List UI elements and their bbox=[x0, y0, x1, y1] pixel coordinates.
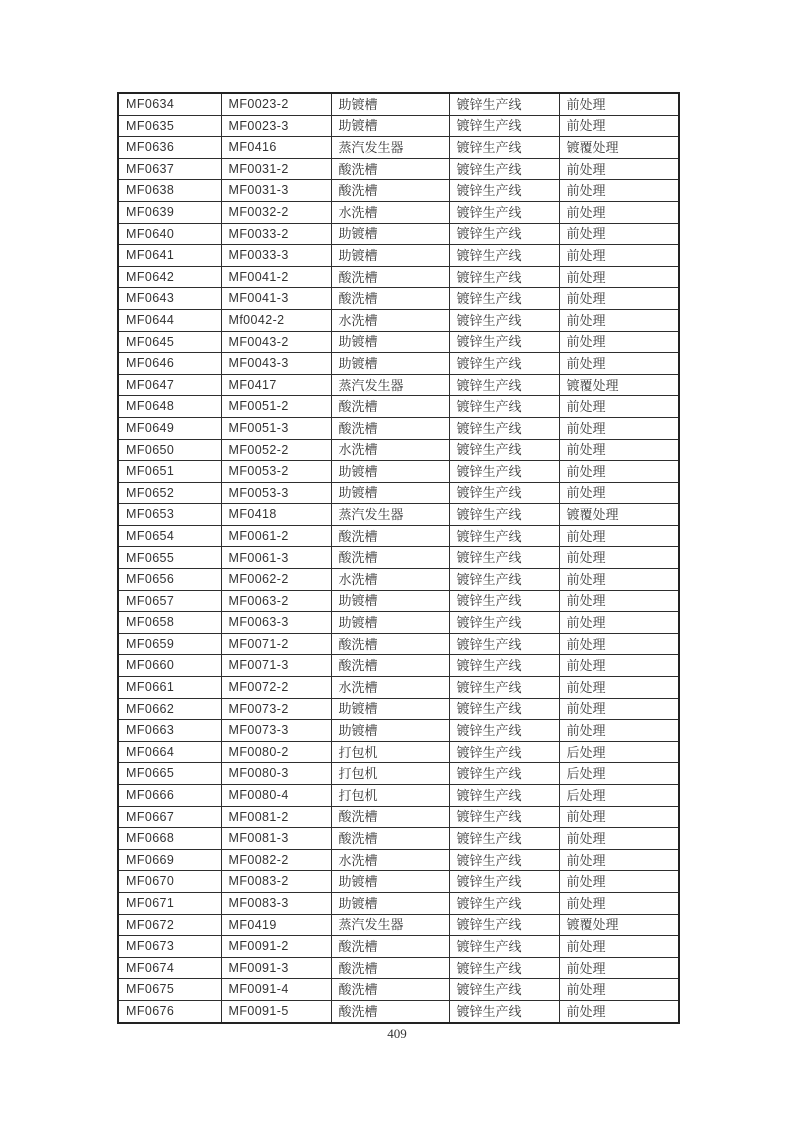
table-cell-process-stage: 前处理 bbox=[559, 633, 679, 655]
table-cell-production-line: 镀锌生产线 bbox=[449, 439, 559, 461]
table-row bbox=[118, 245, 679, 267]
table-cell-production-line: 镀锌生产线 bbox=[449, 417, 559, 439]
table-row bbox=[118, 720, 679, 742]
table-cell-process-stage: 前处理 bbox=[559, 547, 679, 569]
table-row bbox=[118, 698, 679, 720]
table-cell-process-stage: 前处理 bbox=[559, 849, 679, 871]
table-cell-equipment-id: MF0666 bbox=[118, 785, 221, 807]
table-cell-production-line: 镀锌生产线 bbox=[449, 93, 559, 115]
table-cell-process-stage: 前处理 bbox=[559, 201, 679, 223]
table-cell-process-stage: 前处理 bbox=[559, 439, 679, 461]
table-cell-equipment-id: MF0643 bbox=[118, 288, 221, 310]
table-cell-device-code: MF0073-2 bbox=[221, 698, 331, 720]
table-cell-production-line: 镀锌生产线 bbox=[449, 547, 559, 569]
table-cell-device-name: 酸洗槽 bbox=[331, 525, 449, 547]
table-cell-device-code: MF0023-3 bbox=[221, 115, 331, 137]
table-row bbox=[118, 137, 679, 159]
table-cell-device-name: 打包机 bbox=[331, 763, 449, 785]
table-cell-device-code: MF0082-2 bbox=[221, 849, 331, 871]
table-cell-production-line: 镀锌生产线 bbox=[449, 223, 559, 245]
table-cell-process-stage: 前处理 bbox=[559, 115, 679, 137]
table-cell-production-line: 镀锌生产线 bbox=[449, 741, 559, 763]
table-row bbox=[118, 590, 679, 612]
table-cell-device-name: 水洗槽 bbox=[331, 677, 449, 699]
table-cell-process-stage: 前处理 bbox=[559, 871, 679, 893]
table-row bbox=[118, 547, 679, 569]
table-cell-equipment-id: MF0644 bbox=[118, 309, 221, 331]
table-cell-device-code: MF0062-2 bbox=[221, 569, 331, 591]
table-cell-device-code: MF0032-2 bbox=[221, 201, 331, 223]
table-cell-device-code: MF0053-2 bbox=[221, 461, 331, 483]
table-cell-device-code: MF0091-4 bbox=[221, 979, 331, 1001]
table-cell-production-line: 镀锌生产线 bbox=[449, 396, 559, 418]
table-cell-equipment-id: MF0651 bbox=[118, 461, 221, 483]
table-cell-equipment-id: MF0673 bbox=[118, 936, 221, 958]
table-cell-equipment-id: MF0659 bbox=[118, 633, 221, 655]
table-cell-device-name: 助镀槽 bbox=[331, 482, 449, 504]
table-cell-device-code: MF0080-4 bbox=[221, 785, 331, 807]
table-cell-production-line: 镀锌生产线 bbox=[449, 914, 559, 936]
table-cell-equipment-id: MF0635 bbox=[118, 115, 221, 137]
table-row bbox=[118, 396, 679, 418]
table-cell-device-name: 水洗槽 bbox=[331, 849, 449, 871]
table-cell-device-code: MF0041-2 bbox=[221, 266, 331, 288]
table-cell-process-stage: 前处理 bbox=[559, 482, 679, 504]
table-cell-equipment-id: MF0676 bbox=[118, 1000, 221, 1022]
table-cell-device-name: 蒸汽发生器 bbox=[331, 137, 449, 159]
table-cell-device-name: 助镀槽 bbox=[331, 590, 449, 612]
table-cell-device-name: 酸洗槽 bbox=[331, 158, 449, 180]
equipment-table-body bbox=[118, 93, 679, 1023]
table-cell-device-code: Mf0042-2 bbox=[221, 309, 331, 331]
table-cell-production-line: 镀锌生产线 bbox=[449, 504, 559, 526]
table-cell-process-stage: 前处理 bbox=[559, 828, 679, 850]
table-cell-equipment-id: MF0655 bbox=[118, 547, 221, 569]
table-cell-device-name: 酸洗槽 bbox=[331, 806, 449, 828]
table-cell-device-name: 酸洗槽 bbox=[331, 828, 449, 850]
table-cell-device-code: MF0072-2 bbox=[221, 677, 331, 699]
table-cell-process-stage: 前处理 bbox=[559, 93, 679, 115]
table-cell-process-stage: 前处理 bbox=[559, 612, 679, 634]
table-cell-production-line: 镀锌生产线 bbox=[449, 569, 559, 591]
table-cell-device-name: 酸洗槽 bbox=[331, 979, 449, 1001]
table-cell-equipment-id: MF0634 bbox=[118, 93, 221, 115]
table-cell-device-code: MF0091-5 bbox=[221, 1000, 331, 1022]
table-row bbox=[118, 655, 679, 677]
table-cell-device-name: 酸洗槽 bbox=[331, 547, 449, 569]
table-cell-equipment-id: MF0639 bbox=[118, 201, 221, 223]
table-cell-production-line: 镀锌生产线 bbox=[449, 461, 559, 483]
table-row bbox=[118, 612, 679, 634]
table-cell-production-line: 镀锌生产线 bbox=[449, 612, 559, 634]
table-cell-production-line: 镀锌生产线 bbox=[449, 936, 559, 958]
table-cell-device-name: 助镀槽 bbox=[331, 353, 449, 375]
table-cell-device-code: MF0023-2 bbox=[221, 93, 331, 115]
table-cell-production-line: 镀锌生产线 bbox=[449, 828, 559, 850]
table-cell-process-stage: 前处理 bbox=[559, 698, 679, 720]
table-cell-device-code: MF0081-3 bbox=[221, 828, 331, 850]
table-cell-device-code: MF0416 bbox=[221, 137, 331, 159]
table-cell-equipment-id: MF0654 bbox=[118, 525, 221, 547]
table-cell-process-stage: 后处理 bbox=[559, 785, 679, 807]
table-cell-device-name: 水洗槽 bbox=[331, 201, 449, 223]
table-cell-production-line: 镀锌生产线 bbox=[449, 137, 559, 159]
table-cell-production-line: 镀锌生产线 bbox=[449, 590, 559, 612]
table-cell-device-name: 助镀槽 bbox=[331, 331, 449, 353]
table-cell-device-name: 水洗槽 bbox=[331, 439, 449, 461]
table-row bbox=[118, 223, 679, 245]
table-cell-device-name: 助镀槽 bbox=[331, 115, 449, 137]
table-cell-equipment-id: MF0662 bbox=[118, 698, 221, 720]
table-cell-production-line: 镀锌生产线 bbox=[449, 655, 559, 677]
table-cell-equipment-id: MF0674 bbox=[118, 957, 221, 979]
table-cell-equipment-id: MF0664 bbox=[118, 741, 221, 763]
table-cell-equipment-id: MF0675 bbox=[118, 979, 221, 1001]
table-cell-device-name: 酸洗槽 bbox=[331, 633, 449, 655]
table-row bbox=[118, 461, 679, 483]
table-cell-device-code: MF0031-2 bbox=[221, 158, 331, 180]
table-cell-equipment-id: MF0672 bbox=[118, 914, 221, 936]
table-cell-equipment-id: MF0648 bbox=[118, 396, 221, 418]
table-cell-device-name: 助镀槽 bbox=[331, 93, 449, 115]
table-cell-production-line: 镀锌生产线 bbox=[449, 849, 559, 871]
table-row bbox=[118, 569, 679, 591]
table-cell-process-stage: 前处理 bbox=[559, 655, 679, 677]
table-cell-device-name: 助镀槽 bbox=[331, 892, 449, 914]
table-cell-production-line: 镀锌生产线 bbox=[449, 288, 559, 310]
table-row bbox=[118, 115, 679, 137]
table-cell-process-stage: 镀覆处理 bbox=[559, 137, 679, 159]
table-cell-device-name: 酸洗槽 bbox=[331, 180, 449, 202]
table-cell-device-name: 酸洗槽 bbox=[331, 655, 449, 677]
table-cell-equipment-id: MF0670 bbox=[118, 871, 221, 893]
table-cell-equipment-id: MF0647 bbox=[118, 374, 221, 396]
table-cell-production-line: 镀锌生产线 bbox=[449, 957, 559, 979]
table-cell-equipment-id: MF0641 bbox=[118, 245, 221, 267]
table-cell-production-line: 镀锌生产线 bbox=[449, 892, 559, 914]
table-cell-process-stage: 前处理 bbox=[559, 590, 679, 612]
table-row bbox=[118, 482, 679, 504]
table-cell-equipment-id: MF0661 bbox=[118, 677, 221, 699]
table-cell-device-code: MF0033-2 bbox=[221, 223, 331, 245]
table-cell-device-name: 蒸汽发生器 bbox=[331, 374, 449, 396]
table-row bbox=[118, 741, 679, 763]
table-cell-device-code: MF0053-3 bbox=[221, 482, 331, 504]
table-cell-device-name: 酸洗槽 bbox=[331, 417, 449, 439]
table-row bbox=[118, 288, 679, 310]
table-cell-equipment-id: MF0671 bbox=[118, 892, 221, 914]
table-cell-production-line: 镀锌生产线 bbox=[449, 720, 559, 742]
table-cell-device-name: 酸洗槽 bbox=[331, 936, 449, 958]
table-row bbox=[118, 439, 679, 461]
table-cell-device-code: MF0071-3 bbox=[221, 655, 331, 677]
table-cell-production-line: 镀锌生产线 bbox=[449, 1000, 559, 1022]
table-cell-device-code: MF0080-3 bbox=[221, 763, 331, 785]
table-cell-process-stage: 前处理 bbox=[559, 936, 679, 958]
table-cell-process-stage: 镀覆处理 bbox=[559, 914, 679, 936]
table-cell-process-stage: 前处理 bbox=[559, 892, 679, 914]
equipment-table bbox=[117, 92, 680, 1024]
table-cell-equipment-id: MF0653 bbox=[118, 504, 221, 526]
table-cell-process-stage: 前处理 bbox=[559, 288, 679, 310]
table-cell-production-line: 镀锌生产线 bbox=[449, 158, 559, 180]
table-cell-equipment-id: MF0638 bbox=[118, 180, 221, 202]
table-cell-equipment-id: MF0637 bbox=[118, 158, 221, 180]
table-row bbox=[118, 871, 679, 893]
table-cell-process-stage: 后处理 bbox=[559, 763, 679, 785]
table-cell-device-code: MF0091-2 bbox=[221, 936, 331, 958]
table-cell-production-line: 镀锌生产线 bbox=[449, 871, 559, 893]
table-cell-equipment-id: MF0652 bbox=[118, 482, 221, 504]
table-cell-device-name: 助镀槽 bbox=[331, 461, 449, 483]
table-cell-production-line: 镀锌生产线 bbox=[449, 115, 559, 137]
table-cell-equipment-id: MF0663 bbox=[118, 720, 221, 742]
table-cell-device-name: 酸洗槽 bbox=[331, 957, 449, 979]
table-row bbox=[118, 158, 679, 180]
table-cell-process-stage: 前处理 bbox=[559, 223, 679, 245]
table-cell-device-code: MF0083-2 bbox=[221, 871, 331, 893]
table-cell-process-stage: 后处理 bbox=[559, 741, 679, 763]
table-cell-process-stage: 前处理 bbox=[559, 158, 679, 180]
table-cell-device-code: MF0033-3 bbox=[221, 245, 331, 267]
table-cell-device-code: MF0052-2 bbox=[221, 439, 331, 461]
table-cell-production-line: 镀锌生产线 bbox=[449, 180, 559, 202]
table-cell-equipment-id: MF0660 bbox=[118, 655, 221, 677]
table-cell-production-line: 镀锌生产线 bbox=[449, 806, 559, 828]
table-row bbox=[118, 417, 679, 439]
table-cell-device-code: MF0080-2 bbox=[221, 741, 331, 763]
table-cell-device-code: MF0063-2 bbox=[221, 590, 331, 612]
table-cell-equipment-id: MF0669 bbox=[118, 849, 221, 871]
table-row bbox=[118, 806, 679, 828]
table-cell-device-name: 蒸汽发生器 bbox=[331, 914, 449, 936]
table-cell-device-name: 水洗槽 bbox=[331, 569, 449, 591]
table-row bbox=[118, 828, 679, 850]
table-cell-production-line: 镀锌生产线 bbox=[449, 331, 559, 353]
table-row bbox=[118, 957, 679, 979]
table-cell-production-line: 镀锌生产线 bbox=[449, 309, 559, 331]
table-row bbox=[118, 914, 679, 936]
table-cell-device-code: MF0417 bbox=[221, 374, 331, 396]
table-cell-equipment-id: MF0667 bbox=[118, 806, 221, 828]
table-cell-equipment-id: MF0642 bbox=[118, 266, 221, 288]
table-cell-process-stage: 前处理 bbox=[559, 417, 679, 439]
table-cell-production-line: 镀锌生产线 bbox=[449, 979, 559, 1001]
table-cell-process-stage: 前处理 bbox=[559, 957, 679, 979]
table-cell-device-code: MF0061-3 bbox=[221, 547, 331, 569]
table-cell-device-name: 打包机 bbox=[331, 785, 449, 807]
table-cell-process-stage: 前处理 bbox=[559, 569, 679, 591]
table-cell-equipment-id: MF0668 bbox=[118, 828, 221, 850]
table-cell-device-name: 助镀槽 bbox=[331, 698, 449, 720]
table-cell-process-stage: 前处理 bbox=[559, 396, 679, 418]
table-cell-device-name: 助镀槽 bbox=[331, 245, 449, 267]
table-row bbox=[118, 979, 679, 1001]
table-row bbox=[118, 892, 679, 914]
table-row bbox=[118, 309, 679, 331]
table-cell-device-name: 助镀槽 bbox=[331, 871, 449, 893]
table-cell-device-code: MF0091-3 bbox=[221, 957, 331, 979]
table-cell-device-name: 助镀槽 bbox=[331, 612, 449, 634]
table-row bbox=[118, 201, 679, 223]
table-cell-equipment-id: MF0640 bbox=[118, 223, 221, 245]
table-cell-device-name: 酸洗槽 bbox=[331, 266, 449, 288]
table-cell-device-name: 酸洗槽 bbox=[331, 396, 449, 418]
table-cell-production-line: 镀锌生产线 bbox=[449, 525, 559, 547]
table-cell-equipment-id: MF0645 bbox=[118, 331, 221, 353]
table-cell-device-code: MF0061-2 bbox=[221, 525, 331, 547]
table-cell-device-name: 助镀槽 bbox=[331, 223, 449, 245]
table-cell-process-stage: 前处理 bbox=[559, 720, 679, 742]
table-cell-device-name: 酸洗槽 bbox=[331, 1000, 449, 1022]
table-cell-device-code: MF0073-3 bbox=[221, 720, 331, 742]
table-row bbox=[118, 353, 679, 375]
table-cell-process-stage: 镀覆处理 bbox=[559, 374, 679, 396]
table-cell-process-stage: 前处理 bbox=[559, 806, 679, 828]
table-row bbox=[118, 849, 679, 871]
table-row bbox=[118, 266, 679, 288]
table-cell-equipment-id: MF0646 bbox=[118, 353, 221, 375]
table-cell-production-line: 镀锌生产线 bbox=[449, 245, 559, 267]
table-cell-process-stage: 前处理 bbox=[559, 677, 679, 699]
table-cell-production-line: 镀锌生产线 bbox=[449, 374, 559, 396]
table-cell-process-stage: 前处理 bbox=[559, 331, 679, 353]
table-cell-equipment-id: MF0658 bbox=[118, 612, 221, 634]
table-cell-device-code: MF0418 bbox=[221, 504, 331, 526]
table-cell-device-code: MF0051-2 bbox=[221, 396, 331, 418]
table-cell-process-stage: 前处理 bbox=[559, 309, 679, 331]
table-cell-equipment-id: MF0657 bbox=[118, 590, 221, 612]
table-cell-production-line: 镀锌生产线 bbox=[449, 698, 559, 720]
table-cell-device-code: MF0041-3 bbox=[221, 288, 331, 310]
table-cell-production-line: 镀锌生产线 bbox=[449, 266, 559, 288]
table-cell-production-line: 镀锌生产线 bbox=[449, 785, 559, 807]
table-cell-production-line: 镀锌生产线 bbox=[449, 353, 559, 375]
table-row bbox=[118, 785, 679, 807]
table-cell-process-stage: 前处理 bbox=[559, 353, 679, 375]
table-cell-production-line: 镀锌生产线 bbox=[449, 482, 559, 504]
table-cell-device-code: MF0071-2 bbox=[221, 633, 331, 655]
table-cell-device-code: MF0043-2 bbox=[221, 331, 331, 353]
table-cell-device-name: 酸洗槽 bbox=[331, 288, 449, 310]
table-cell-device-code: MF0083-3 bbox=[221, 892, 331, 914]
table-cell-process-stage: 前处理 bbox=[559, 461, 679, 483]
table-cell-equipment-id: MF0665 bbox=[118, 763, 221, 785]
table-cell-process-stage: 镀覆处理 bbox=[559, 504, 679, 526]
table-cell-equipment-id: MF0656 bbox=[118, 569, 221, 591]
table-cell-process-stage: 前处理 bbox=[559, 1000, 679, 1022]
table-row bbox=[118, 525, 679, 547]
table-row bbox=[118, 763, 679, 785]
table-row bbox=[118, 1000, 679, 1022]
table-cell-production-line: 镀锌生产线 bbox=[449, 201, 559, 223]
table-cell-device-name: 蒸汽发生器 bbox=[331, 504, 449, 526]
table-cell-process-stage: 前处理 bbox=[559, 266, 679, 288]
table-cell-device-code: MF0063-3 bbox=[221, 612, 331, 634]
table-cell-equipment-id: MF0649 bbox=[118, 417, 221, 439]
table-cell-process-stage: 前处理 bbox=[559, 979, 679, 1001]
table-row bbox=[118, 504, 679, 526]
table-cell-device-name: 打包机 bbox=[331, 741, 449, 763]
table-cell-device-name: 水洗槽 bbox=[331, 309, 449, 331]
table-cell-process-stage: 前处理 bbox=[559, 525, 679, 547]
table-row bbox=[118, 374, 679, 396]
table-row bbox=[118, 331, 679, 353]
table-cell-production-line: 镀锌生产线 bbox=[449, 763, 559, 785]
table-cell-device-code: MF0043-3 bbox=[221, 353, 331, 375]
table-row bbox=[118, 936, 679, 958]
table-cell-equipment-id: MF0636 bbox=[118, 137, 221, 159]
table-row bbox=[118, 93, 679, 115]
table-cell-production-line: 镀锌生产线 bbox=[449, 677, 559, 699]
table-cell-device-code: MF0081-2 bbox=[221, 806, 331, 828]
table-cell-device-name: 助镀槽 bbox=[331, 720, 449, 742]
table-cell-process-stage: 前处理 bbox=[559, 180, 679, 202]
table-cell-device-code: MF0419 bbox=[221, 914, 331, 936]
table-cell-process-stage: 前处理 bbox=[559, 245, 679, 267]
page-number: 409 bbox=[387, 1026, 407, 1041]
table-cell-equipment-id: MF0650 bbox=[118, 439, 221, 461]
table-row bbox=[118, 677, 679, 699]
table-row bbox=[118, 633, 679, 655]
table-cell-device-code: MF0051-3 bbox=[221, 417, 331, 439]
table-cell-production-line: 镀锌生产线 bbox=[449, 633, 559, 655]
table-row bbox=[118, 180, 679, 202]
table-cell-device-code: MF0031-3 bbox=[221, 180, 331, 202]
